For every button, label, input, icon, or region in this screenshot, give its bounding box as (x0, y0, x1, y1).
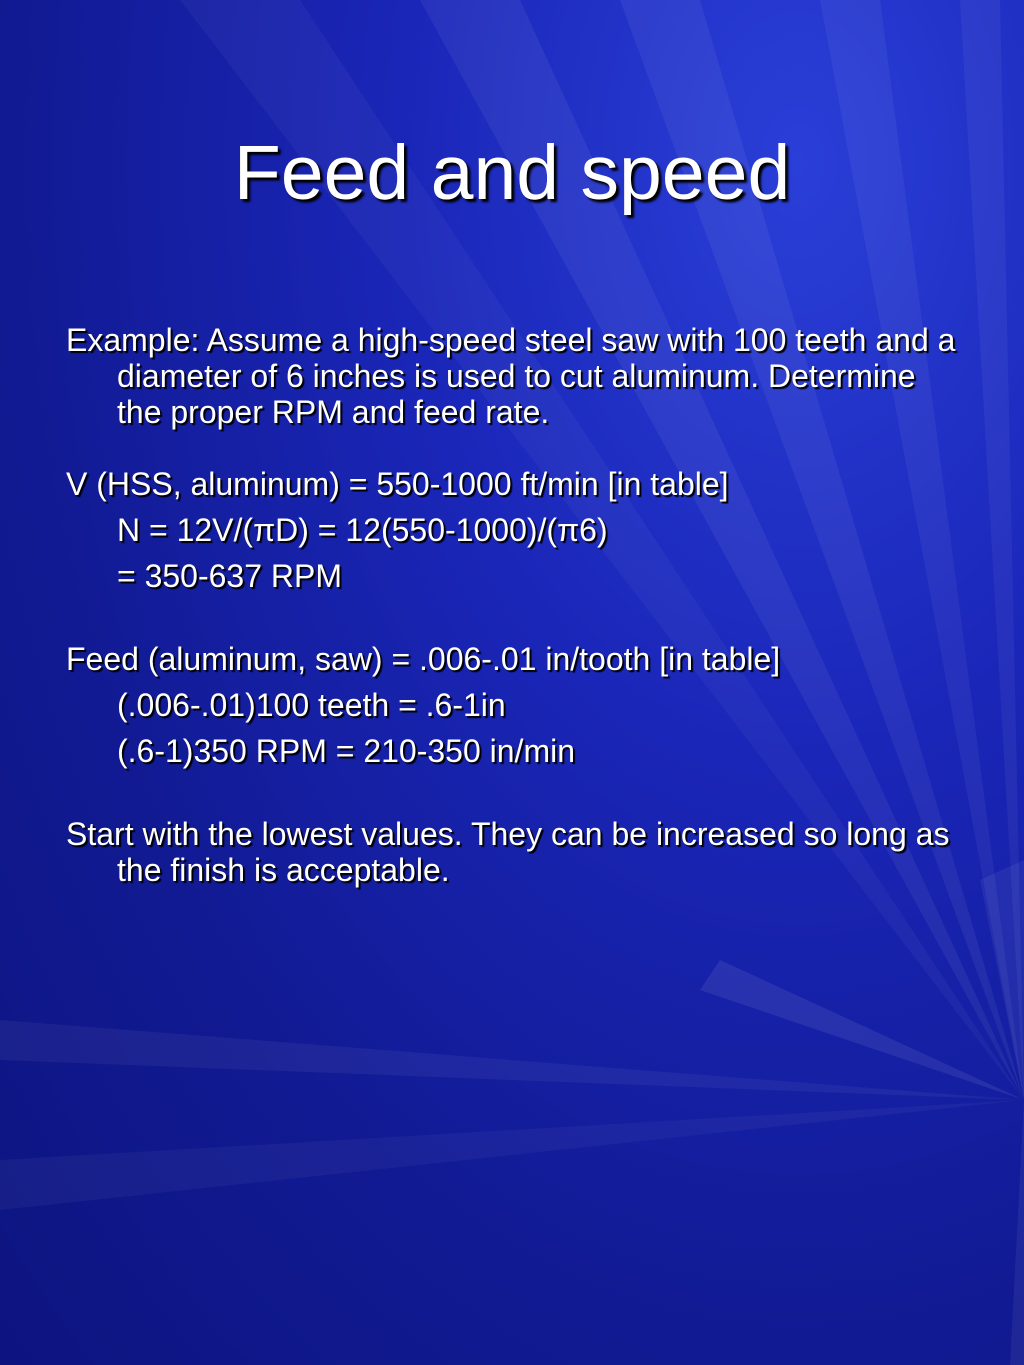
rpm-result: = 350-637 RPM (117, 558, 343, 594)
closing-note: Start with the lowest values. They can be increased so long as the finish is acceptable. (66, 816, 950, 888)
feed-line: Feed (aluminum, saw) = .006-.01 in/tooth [in table] (66, 641, 781, 677)
slide-title: Feed and speed (233, 130, 791, 216)
feed-rate: (.6-1)350 RPM = 210-350 in/min (117, 733, 575, 769)
feed-per-revolution: (.006-.01)100 teeth = .6-1in (117, 687, 506, 723)
spacer (66, 594, 966, 641)
spacer (66, 430, 966, 466)
example-paragraph: Example: Assume a high-speed steel saw with 100 teeth and a diameter of 6 inches is used to cut aluminum. Determine the proper RPM and feed rate. (66, 322, 956, 430)
rpm-formula: N = 12V/(πD) = 12(550-1000)/(π6) (117, 512, 608, 548)
velocity-line: V (HSS, aluminum) = 550-1000 ft/min [in table] (66, 466, 729, 502)
spacer (66, 769, 966, 816)
slide-body (66, 322, 966, 888)
